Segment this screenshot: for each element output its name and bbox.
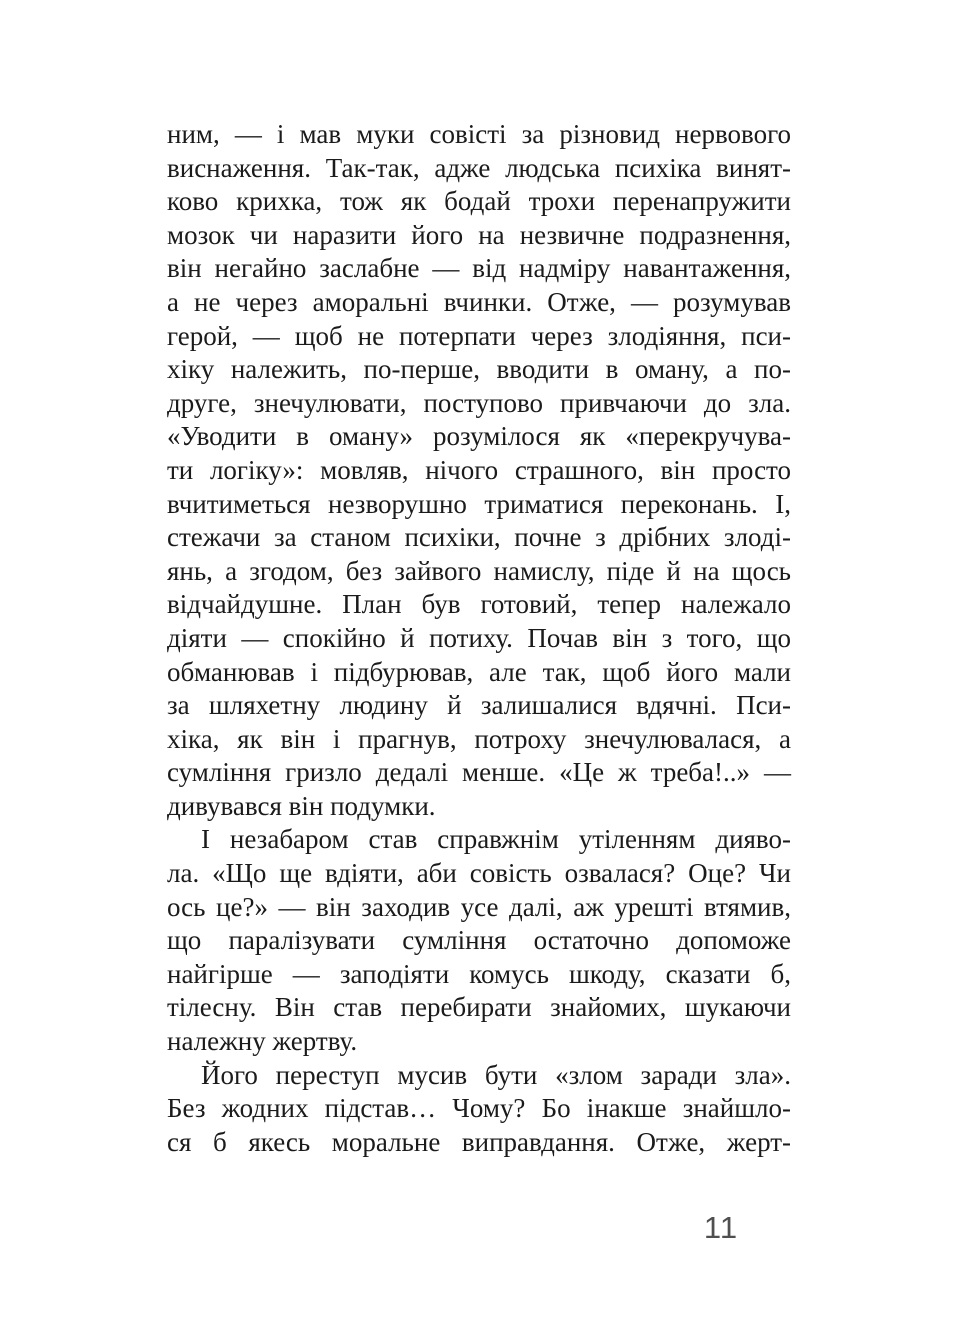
text-line: а не через аморальні вчинки. Отже, — розумував xyxy=(167,286,791,317)
text-line: він негайно заслабне — від надміру навантаження, xyxy=(167,253,791,284)
text-line: Його переступ мусив бути «злом заради зла». xyxy=(201,1059,791,1090)
text-line: вчитиметься незворушно триматися переконань. І, xyxy=(167,488,791,519)
text-line: ково крихка, тож як бодай трохи перенапружити xyxy=(167,186,791,217)
text-line: що паралізувати сумління остаточно допоможе xyxy=(167,925,791,956)
text-line: дивувався він подумки. xyxy=(167,790,436,821)
text-line: за шляхетну людину й залишалися вдячні. Пси- xyxy=(167,690,791,721)
text-line: герой, — щоб не потерпати через злодіяння, пси- xyxy=(167,320,791,351)
page-number: 11 xyxy=(703,1210,739,1245)
text-line: належну жертву. xyxy=(167,1026,358,1057)
text-line: янь, а згодом, без зайвого намислу, піде й на щось xyxy=(167,555,791,586)
text-line: сумління гризло дедалі менше. «Це ж треба!..» — xyxy=(167,757,791,788)
text-line: тілесну. Він став перебирати знайомих, шукаючи xyxy=(167,992,791,1023)
text-line: хіка, як він і прагнув, потроху знечулювалася, а xyxy=(167,723,791,754)
text-line: ся б якесь моральне виправдання. Отже, жерт- xyxy=(167,1126,791,1157)
text-line: ла. «Що ще вдіяти, аби совість озвалася? Оце? Чи xyxy=(167,858,791,889)
text-line: друге, знечулювати, поступово привчаючи до зла. xyxy=(167,387,791,418)
text-line: обманював і підбурював, але так, щоб його мали xyxy=(167,656,791,687)
text-line: «Уводити в оману» розумілося як «перекручува- xyxy=(167,421,791,452)
text-line: діяти — спокійно й потиху. Почав він з того, що xyxy=(167,622,791,653)
text-line: ти логіку»: мовляв, нічого страшного, він просто xyxy=(167,454,791,485)
text-line: Без жодних підстав… Чому? Бо інакше знайшло- xyxy=(167,1093,791,1124)
text-line: відчайдушне. План був готовий, тепер належало xyxy=(167,589,791,620)
text-line: виснаження. Так-так, адже людська психіка винят- xyxy=(167,152,791,183)
text-line: ось це?» — він заходив усе далі, аж урешті втямив, xyxy=(167,891,791,922)
text-line: мозок чи наразити його на незвичне подразнення, xyxy=(167,219,791,250)
page-text xyxy=(167,118,791,1159)
text-line: ним, — і мав муки совісті за різновид нервового xyxy=(167,119,791,149)
text-line: стежачи за станом психіки, почне з дрібних злоді- xyxy=(167,522,791,553)
text-line: хіку належить, по-перше, вводити в оману, а по- xyxy=(167,354,791,385)
text-line: І незабаром став справжнім утіленням дияво- xyxy=(201,824,791,855)
text-line: найгірше — заподіяти комусь шкоду, сказати б, xyxy=(167,958,791,989)
